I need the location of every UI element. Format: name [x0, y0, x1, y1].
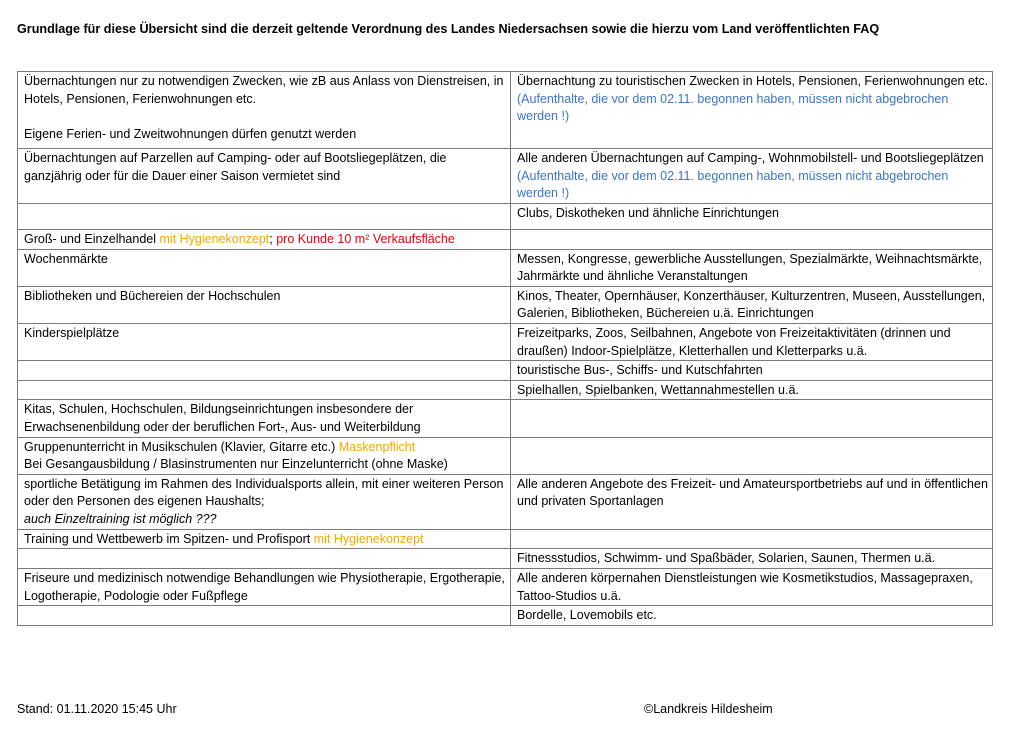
prohibited-cell	[511, 529, 993, 549]
table-row	[18, 249, 993, 286]
table-row	[18, 437, 993, 474]
cell-text: Bei Gesangausbildung / Blasinstrumenten nur Einzelunterricht (ohne Maske)	[24, 457, 448, 472]
table-row	[18, 230, 993, 250]
allowed-cell	[18, 286, 511, 323]
cell-text: Alle anderen körpernahen Dienstleistungen wie Kosmetikstudios, Massagepraxen, Tattoo-Studios u.ä.	[517, 570, 973, 603]
table-row	[18, 72, 993, 149]
cell-separator: ;	[269, 232, 277, 246]
cell-text: Clubs, Diskotheken und ähnliche Einrichtungen	[517, 206, 779, 220]
cell-text: Wochenmärkte	[24, 251, 108, 266]
allowed-cell	[18, 204, 511, 230]
prohibited-cell	[511, 361, 993, 381]
prohibited-cell	[511, 549, 993, 569]
prohibited-cell	[511, 400, 993, 437]
cell-text: Übernachtung zu touristischen Zwecken in Hotels, Pensionen, Ferienwohnungen etc.	[517, 74, 989, 88]
table-row	[18, 606, 993, 626]
regulation-table	[17, 71, 993, 626]
allowed-cell	[18, 437, 511, 474]
table-row	[18, 286, 993, 323]
table-row	[18, 529, 993, 549]
cell-text: Freizeitparks, Zoos, Seilbahnen, Angebote von Freizeitaktivitäten (drinnen und draußen) Indoor-Spielplätze, Kletterhallen und Kletterparks u.ä.	[517, 325, 951, 358]
table-row	[18, 400, 993, 437]
cell-text: Bordelle, Lovemobils etc.	[517, 608, 657, 623]
table-row	[18, 361, 993, 381]
allowed-cell	[18, 400, 511, 437]
table-row	[18, 549, 993, 569]
allowed-cell	[18, 149, 511, 204]
prohibited-cell	[511, 72, 993, 149]
cell-text: Friseure und medizinisch notwendige Behandlungen wie Physiotherapie, Ergotherapie, Logotherapie, Podologie oder Fußpflege	[24, 570, 505, 603]
cell-text: Fitnessstudios, Schwimm- und Spaßbäder, Solarien, Saunen, Thermen u.ä.	[517, 551, 936, 566]
prohibited-cell	[511, 568, 993, 605]
footer-copyright: ©Landkreis Hildesheim	[644, 702, 773, 716]
table-row	[18, 149, 993, 204]
allowed-cell	[18, 474, 511, 529]
cell-note: (Aufenthalte, die vor dem 02.11. begonnen haben, müssen nicht abgebrochen werden !)	[517, 168, 949, 201]
cell-text: Kinos, Theater, Opernhäuser, Konzerthäuser, Kulturzentren, Museen, Ausstellungen, Galerien, Bibliotheken, Büchereien u.ä. Einrichtungen	[517, 288, 986, 321]
prohibited-cell	[511, 474, 993, 529]
table-row	[18, 323, 993, 360]
table-row	[18, 474, 993, 529]
allowed-cell	[18, 230, 511, 250]
hygiene-note: mit Hygienekonzept	[159, 232, 270, 246]
page-heading: Grundlage für diese Übersicht sind die derzeit geltende Verordnung des Landes Niedersachsen sowie die hierzu vom Land veröffentlichten FAQ	[17, 22, 880, 36]
hygiene-note: mit Hygienekonzept	[313, 531, 424, 546]
allowed-cell	[18, 380, 511, 400]
footer-date: Stand: 01.11.2020 15:45 Uhr	[17, 702, 177, 716]
cell-text: sportliche Betätigung im Rahmen des Individualsports allein, mit einer weiteren Person oder den Personen des eigenen Haushalts;	[24, 476, 504, 509]
cell-note: (Aufenthalte, die vor dem 02.11. begonnen haben, müssen nicht abgebrochen werden !)	[517, 91, 949, 124]
cell-text: Training und Wettbewerb im Spitzen- und Profisport	[24, 531, 314, 546]
cell-text: Eigene Ferien- und Zweitwohnungen dürfen genutzt werden	[24, 126, 357, 141]
table-row	[18, 204, 993, 230]
allowed-cell	[18, 549, 511, 569]
allowed-cell	[18, 72, 511, 149]
area-limit-note: pro Kunde 10 m² Verkaufsfläche	[276, 232, 455, 246]
cell-text: Groß- und Einzelhandel	[24, 232, 160, 246]
prohibited-cell	[511, 230, 993, 250]
cell-text: Kinderspielplätze	[24, 325, 120, 340]
cell-text: Bibliotheken und Büchereien der Hochschulen	[24, 288, 281, 303]
cell-text: Messen, Kongresse, gewerbliche Ausstellungen, Spezialmärkte, Weihnachtsmärkte, Jahrmärkte und ähnliche Veranstaltungen	[517, 251, 983, 284]
prohibited-cell	[511, 437, 993, 474]
prohibited-cell	[511, 323, 993, 360]
cell-italic-note: auch Einzeltraining ist möglich ???	[24, 511, 217, 526]
cell-text: Spielhallen, Spielbanken, Wettannahmestellen u.ä.	[517, 382, 799, 397]
prohibited-cell	[511, 606, 993, 626]
cell-text: Gruppenunterricht in Musikschulen (Klavier, Gitarre etc.)	[24, 439, 339, 454]
allowed-cell	[18, 606, 511, 626]
allowed-cell	[18, 529, 511, 549]
allowed-cell	[18, 361, 511, 381]
prohibited-cell	[511, 380, 993, 400]
allowed-cell	[18, 249, 511, 286]
table-row	[18, 568, 993, 605]
allowed-cell	[18, 568, 511, 605]
cell-text: touristische Bus-, Schiffs- und Kutschfahrten	[517, 363, 763, 378]
cell-text: Übernachtungen nur zu notwendigen Zwecken, wie zB aus Anlass von Dienstreisen, in Hotels, Pensionen, Ferienwohnungen etc.	[24, 74, 504, 106]
cell-text: Alle anderen Übernachtungen auf Camping-, Wohnmobilstell- und Bootsliegeplätzen	[517, 151, 984, 165]
allowed-cell	[18, 323, 511, 360]
prohibited-cell	[511, 249, 993, 286]
mask-note: Maskenpflicht	[338, 439, 416, 454]
cell-text: Übernachtungen auf Parzellen auf Camping- oder auf Bootsliegeplätzen, die ganzjährig oder für die Dauer einer Saison vermietet sind	[24, 151, 447, 183]
prohibited-cell	[511, 204, 993, 230]
cell-text: Alle anderen Angebote des Freizeit- und Amateursportbetriebs auf und in öffentlichen und privaten Sportanlagen	[517, 476, 988, 509]
prohibited-cell	[511, 149, 993, 204]
cell-text: Kitas, Schulen, Hochschulen, Bildungseinrichtungen insbesondere der Erwachsenenbildung oder der beruflichen Fort-, Aus- und Weiterbildung	[24, 402, 421, 434]
table-row	[18, 380, 993, 400]
prohibited-cell	[511, 286, 993, 323]
